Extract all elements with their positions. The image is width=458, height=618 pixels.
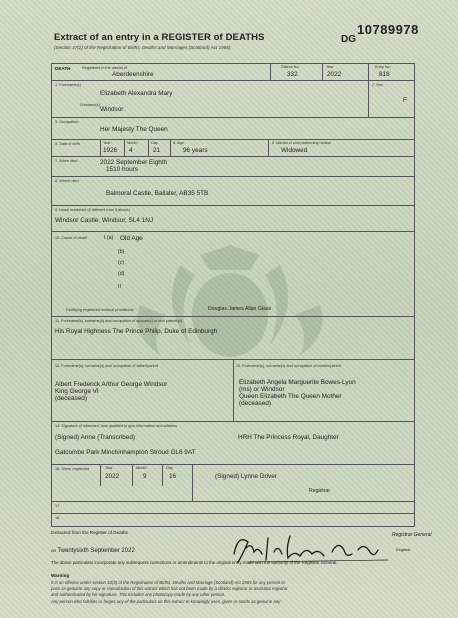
row-18 xyxy=(52,513,414,527)
district-label: Registered in the district of xyxy=(82,66,127,70)
year-value: 2022 xyxy=(327,71,342,78)
age-cell xyxy=(170,140,269,157)
mother-line3: Queen Elizabeth The Queen Mother xyxy=(239,393,342,400)
when-died-time: 1510 hours xyxy=(106,166,138,173)
dob-row xyxy=(52,139,414,157)
death-heading: DEATH xyxy=(55,66,71,71)
informant-signature: (Signed) Anne (Transcribed) xyxy=(55,434,136,441)
entry-no-label: Entry No. xyxy=(375,65,391,69)
on-label: on xyxy=(51,548,57,553)
reg-year-label: Year xyxy=(105,466,113,470)
year-cell xyxy=(322,64,369,80)
reg-month-cell xyxy=(132,465,163,486)
parents-row xyxy=(52,359,414,422)
district-no-value: 332 xyxy=(287,71,298,78)
dob-month-cell xyxy=(124,140,149,157)
surname-value: Windsor xyxy=(100,106,124,113)
district-no-cell xyxy=(270,64,323,80)
extracted-from-text: Extracted from the Register of Deaths xyxy=(51,530,128,535)
cause-c: (c) xyxy=(118,260,125,266)
registered-row xyxy=(52,464,414,502)
dob-year-value: 1926 xyxy=(103,147,118,154)
signature-title-small: Registrar xyxy=(396,548,411,552)
cause-d: (d) xyxy=(118,271,125,277)
residence-value: Windsor Castle, Windsor, SL4 1NJ xyxy=(55,217,154,224)
practitioner-value: Douglas James Allan Glass xyxy=(208,306,272,312)
year-label: Year xyxy=(326,65,334,69)
row-18-label: 18. xyxy=(55,516,61,520)
mother-line2: (ms) or Windsor xyxy=(239,386,285,393)
sex-value: F xyxy=(403,97,407,104)
reg-day-label: Day xyxy=(166,466,173,470)
name-row xyxy=(52,80,414,118)
cause-label: 10. Cause of death xyxy=(55,236,88,240)
reg-day-value: 16 xyxy=(169,473,177,480)
spouse-label: 11. Forename(s), surname(s) and occupation of spouse(s) or civil partner(s) xyxy=(55,319,183,323)
occupation-value: Her Majesty The Queen xyxy=(100,126,168,133)
death-header-row xyxy=(52,64,414,80)
registrar-cell xyxy=(192,465,415,502)
register-form xyxy=(51,63,415,527)
father-label: 12. Forename(s), surname(s) and occupation of father/parent xyxy=(55,364,158,368)
age-label: 5. Age xyxy=(173,141,184,145)
informant-qualification: HRH The Princess Royal, Daughter xyxy=(238,434,339,441)
mother-label: 13. Forename(s), surname(s) and occupation of mother/parent xyxy=(236,364,342,368)
father-line1: Albert Frederick Arthur George Windsor xyxy=(55,381,168,388)
entry-no-value: 818 xyxy=(379,71,390,78)
cause-b: (b) xyxy=(118,249,125,255)
dob-label: 4. Date of birth xyxy=(55,142,80,146)
reg-year-cell xyxy=(100,465,133,486)
extract-date-line xyxy=(51,548,135,554)
dob-month-value: 4 xyxy=(129,147,133,154)
residence-row xyxy=(52,205,414,232)
informant-label: 14. Signature of informant, how qualified to give information and address xyxy=(55,424,177,428)
document-subtitle: (Section 37(2) of the Registration of Births, Deaths and Marriages (Scotland) Act 1965) xyxy=(54,45,231,50)
practitioner-label: Certifying registered medical practitioner xyxy=(66,308,134,312)
district-no-label: District No. xyxy=(281,65,300,69)
when-died-label: 7. When died xyxy=(55,159,78,163)
cause-row xyxy=(52,231,414,317)
particulars-text: The above particulars incorporate any subsequent corrections or amendments to the original entry made with the authority of the Registrar General. xyxy=(51,560,338,565)
dob-day-cell xyxy=(148,140,171,157)
warning-line-4: Any person who falsifies or forges any of the particulars on this extract or knowingly uses, gives or sends as genuine any xyxy=(51,599,281,604)
district-value: Aberdeenshire xyxy=(112,71,154,78)
row-17-label: 17. xyxy=(55,504,61,508)
serial-number: 10789978 xyxy=(357,22,419,37)
spouse-value: His Royal Highness The Prince Philip, Duke of Edinburgh xyxy=(55,328,218,335)
warning-title: Warning xyxy=(51,573,70,578)
forenames-label: 1. Forename(s) xyxy=(55,83,81,87)
signature-title: Registrar General xyxy=(392,532,432,538)
marital-cell xyxy=(268,140,415,157)
sex-cell xyxy=(368,81,415,118)
father-line2: King George VI xyxy=(55,388,99,395)
marital-value: Widowed xyxy=(281,147,308,154)
registrar-signature: (Signed) Lynne Driver xyxy=(215,473,277,480)
warning-line-2: pass as genuine any copy or reproduction of this extract which has not been made by a district registrar or assistant registrar xyxy=(51,586,288,591)
when-died-date: 2022 September Eighth xyxy=(100,159,168,166)
warning-line-3: and authenticated by his signature. This includes any photocopy made by any other person. xyxy=(51,592,226,597)
where-died-value: Balmoral Castle, Ballater, AB35 5TB xyxy=(106,190,209,197)
cause-a-value: Old Age xyxy=(120,235,143,242)
where-died-label: 8. Where died xyxy=(55,179,79,183)
age-value: 96 years xyxy=(183,147,208,154)
extract-date: Twentysixth September 2022 xyxy=(57,548,135,554)
reg-month-label: Month xyxy=(136,466,147,470)
informant-row xyxy=(52,421,414,465)
spouse-row xyxy=(52,316,414,360)
dob-month-label: Month xyxy=(127,141,138,145)
registrar-label: Registrar xyxy=(309,488,331,494)
where-died-row xyxy=(52,176,414,206)
forenames-value: Elizabeth Alexandra Mary xyxy=(100,90,173,97)
dob-year-cell xyxy=(100,140,125,157)
occupation-row xyxy=(52,117,414,140)
father-line3: (deceased) xyxy=(55,395,87,402)
mother-line1: Elizabeth Angela Marguerite Bowes-Lyon xyxy=(239,379,356,386)
registered-label: 15. When registered xyxy=(55,467,90,471)
entry-no-cell xyxy=(368,64,415,80)
series-code: DG xyxy=(341,34,356,45)
informant-address: Gatcombe Park Minchinhampton Stroud GL6 9AT xyxy=(55,449,196,456)
when-died-row xyxy=(52,156,414,177)
warning-line-1: It is an offence under section 53(3) of the Registration of Births, Deaths and Marriage (Scotland) Act 1965 for any person to xyxy=(51,580,285,585)
reg-day-cell xyxy=(162,465,193,486)
marital-label: 6. Marital or civil partnership status xyxy=(272,141,331,145)
reg-year-value: 2022 xyxy=(105,473,120,480)
dob-day-value: 21 xyxy=(153,147,161,154)
cause-ii: II xyxy=(118,284,121,290)
sex-label: 2. Sex xyxy=(372,83,383,87)
document-title: Extract of an entry in a REGISTER of DEATHS xyxy=(54,32,265,43)
occupation-label: 3. Occupation xyxy=(55,120,79,124)
reg-month-value: 9 xyxy=(143,473,147,480)
residence-label: 9. Usual residence (if different from 8 above) xyxy=(55,208,130,212)
mother-line4: (deceased) xyxy=(239,400,271,407)
mother-cell xyxy=(233,360,415,422)
dob-year-label: Year xyxy=(103,141,111,145)
cause-ia: I (a) xyxy=(104,235,114,241)
dob-day-label: Day xyxy=(151,141,158,145)
surname-label: Surname(s) xyxy=(80,103,100,107)
